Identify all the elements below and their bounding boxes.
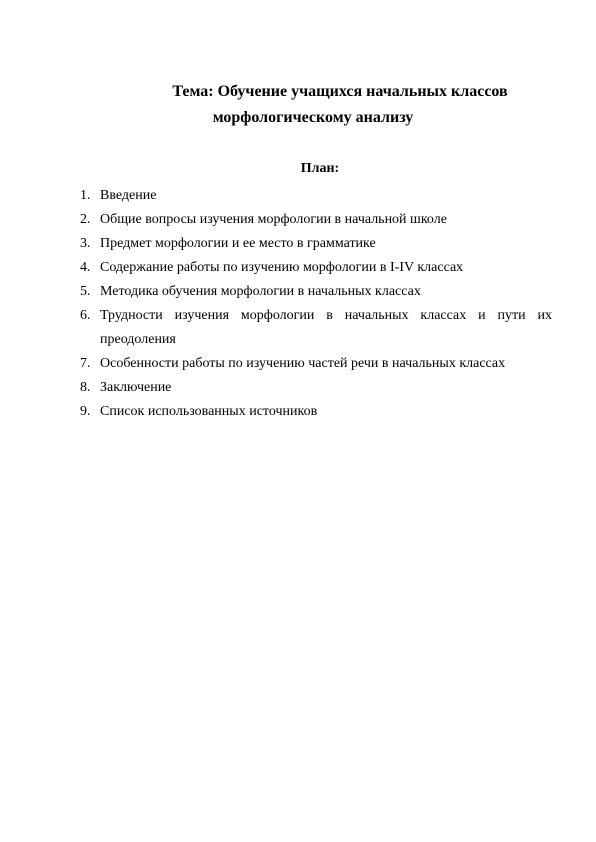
plan-item-9 bbox=[80, 400, 552, 424]
plan-item-2 bbox=[80, 208, 552, 232]
plan-item-text: Трудности изучения морфологии в начальных классах и пути их преодоления bbox=[100, 308, 552, 347]
plan-item-number: 3. bbox=[80, 236, 91, 251]
plan-list bbox=[80, 184, 552, 424]
plan-item-number: 4. bbox=[80, 260, 91, 275]
plan-item-5 bbox=[80, 280, 552, 304]
plan-item-text: Заключение bbox=[100, 380, 172, 395]
plan-item-number: 9. bbox=[80, 404, 91, 419]
plan-item-text: Общие вопросы изучения морфологии в начальной школе bbox=[100, 212, 447, 227]
plan-item-1 bbox=[80, 184, 552, 208]
plan-item-text: Список использованных источников bbox=[100, 404, 318, 419]
plan-item-number: 8. bbox=[80, 380, 91, 395]
plan-item-number: 6. bbox=[80, 308, 91, 323]
plan-item-text: Методика обучения морфологии в начальных классах bbox=[100, 284, 421, 299]
plan-item-text: Особенности работы по изучению частей речи в начальных классах bbox=[100, 356, 506, 371]
plan-item-number: 1. bbox=[80, 188, 91, 203]
plan-item-text: Введение bbox=[100, 188, 157, 203]
plan-item-number: 2. bbox=[80, 212, 91, 227]
plan-item-text: Предмет морфологии и ее место в грамматике bbox=[100, 236, 376, 251]
plan-item-6 bbox=[80, 304, 552, 352]
plan-item-text: Содержание работы по изучению морфологии в I-IV классах bbox=[100, 260, 464, 275]
plan-item-number: 5. bbox=[80, 284, 91, 299]
document-title-line-1: Тема: Обучение учащихся начальных классов bbox=[172, 83, 508, 100]
document-title-line-2: морфологическому анализу bbox=[212, 109, 414, 126]
plan-item-3 bbox=[80, 232, 552, 256]
plan-heading: План: bbox=[300, 161, 340, 176]
plan-item-number: 7. bbox=[80, 356, 91, 371]
plan-item-7 bbox=[80, 352, 552, 376]
plan-item-4 bbox=[80, 256, 552, 280]
plan-item-8 bbox=[80, 376, 552, 400]
